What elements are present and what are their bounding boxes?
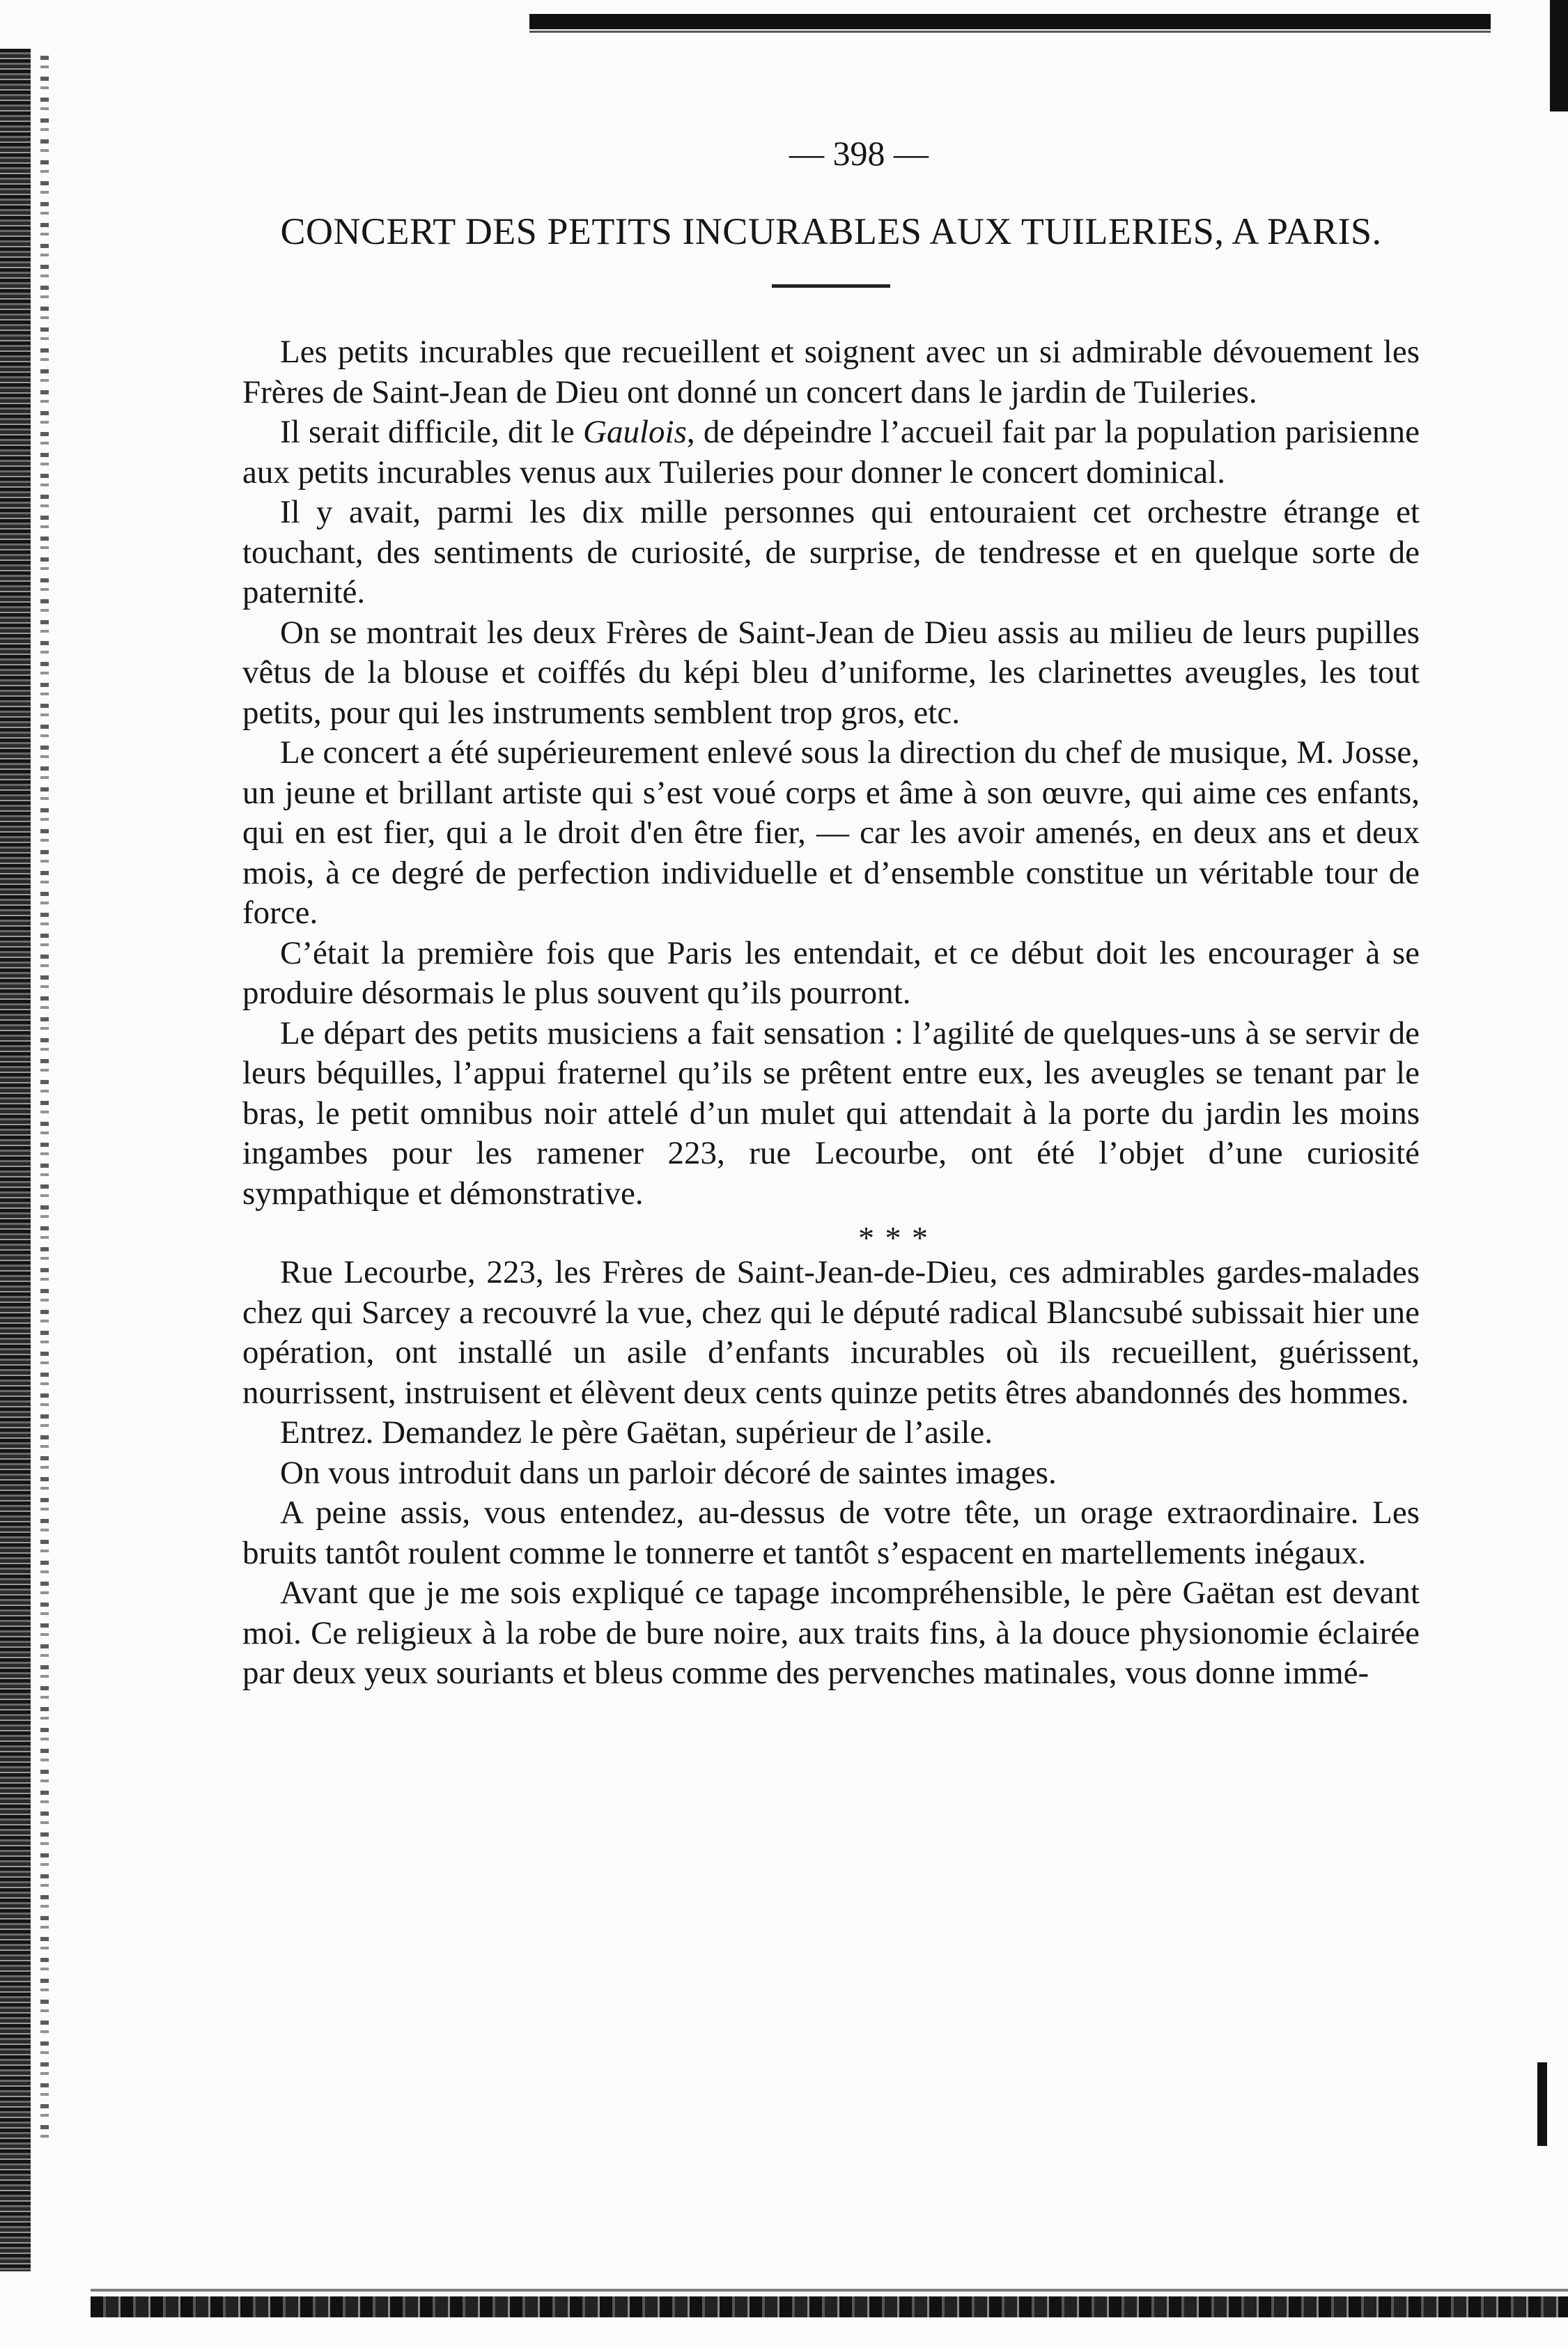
article-title: CONCERT DES PETITS INCURABLES AUX TUILERIES, A PARIS.: [280, 210, 1382, 252]
paragraph-10: On vous introduit dans un parloir décoré de saintes images.: [280, 1454, 1057, 1491]
paragraph-3: Il y avait, parmi les dix mille personnes qui entouraient cet orchestre étrange et touchant, des sentiments de curiosité, de surprise, de tendresse et en quelque sorte de paternité.: [242, 494, 1420, 610]
paragraph-6: C’était la première fois que Paris les entendait, et ce début doit les encourager à se produire désormais le plus souvent qu’ils pourront.: [242, 934, 1420, 1011]
scan-right-edge: [1550, 0, 1568, 111]
page-number: — 398 —: [789, 134, 929, 173]
scan-left-edge: [0, 49, 31, 2271]
paragraph-2-rest: , de dépeindre l’accueil fait par la population parisienne aux petits incurables venus aux Tuileries pour donner le concert dominical.: [242, 414, 1420, 491]
paragraph-12: Avant que je me sois expliqué ce tapage incompréhensible, le père Gaëtan est devant moi. Ce religieux à la robe de bure noire, aux traits fins, à la douce physionomie éclairée par deux yeux souriants et bleus comme des pervenches matinales, vous donne immé-: [242, 1575, 1420, 1691]
scan-bottom-rule-thin: [91, 2289, 1568, 2292]
scan-top-rule-thin: [529, 31, 1491, 33]
scan-right-mark: [1537, 2062, 1547, 2146]
scan-top-rule: [529, 14, 1491, 29]
section-asterism: * * *: [858, 1220, 929, 1256]
paragraph-7: Le départ des petits musiciens a fait sensation : l’agilité de quelques-uns à se servir de leurs béquilles, l’appui fraternel qu’ils se prêtent entre eux, les aveugles se tenant par le bras, le petit omnibus noir attelé d’un mulet qui attendait à la porte du jardin les moins ingambes pour les ramener 223, rue Lecourbe, ont été l’objet d’une curiosité sympathique et démonstrative.: [242, 1014, 1420, 1212]
paragraph-2-lead: Il serait difficile, dit le: [280, 414, 584, 450]
paragraph-4: On se montrait les deux Frères de Saint-Jean de Dieu assis au milieu de leurs pupilles vêtus de la blouse et coiffés du képi bleu d’uniforme, les clarinettes aveugles, les tout petits, pour qui les instruments semblent trop gros, etc.: [242, 614, 1420, 731]
page-content: [242, 132, 1420, 1694]
scan-left-edge-secondary: [40, 56, 49, 2146]
paragraph-11: A peine assis, vous entendez, au-dessus de votre tête, un orage extraordinaire. Les bruits tantôt roulent comme le tonnerre et tantôt s’espacent en martellements inégaux.: [242, 1494, 1420, 1571]
paragraph-2: [242, 412, 1420, 493]
paragraph-5: Le concert a été supérieurement enlevé sous la direction du chef de musique, M. Josse, un jeune et brillant artiste qui s’est voué corps et âme à son œuvre, qui aime ces enfants, qui en est fier, qui a le droit d'en être fier, — car les avoir amenés, en deux ans et deux mois, à ce degré de perfection individuelle et d’ensemble constitue un véritable tour de force.: [242, 734, 1420, 931]
scan-bottom-rule: [91, 2296, 1568, 2317]
paragraph-8: Rue Lecourbe, 223, les Frères de Saint-Jean-de-Dieu, ces admirables gardes-malades chez qui Sarcey a recouvré la vue, chez qui le député radical Blancsubé subissait hier une opération, ont installé un asile d’enfants incurables où ils recueillent, guérissent, nourrissent, instruisent et élèvent deux cents quinze petits êtres abandonnés des hommes.: [242, 1254, 1420, 1411]
paragraph-1: Les petits incurables que recueillent et soignent avec un si admirable dévouement les Frères de Saint-Jean de Dieu ont donné un concert dans le jardin de Tuileries.: [242, 334, 1420, 410]
newspaper-name: Gaulois: [583, 414, 687, 450]
title-separator: [772, 284, 890, 288]
paragraph-9: Entrez. Demandez le père Gaëtan, supérieur de l’asile.: [280, 1414, 993, 1451]
